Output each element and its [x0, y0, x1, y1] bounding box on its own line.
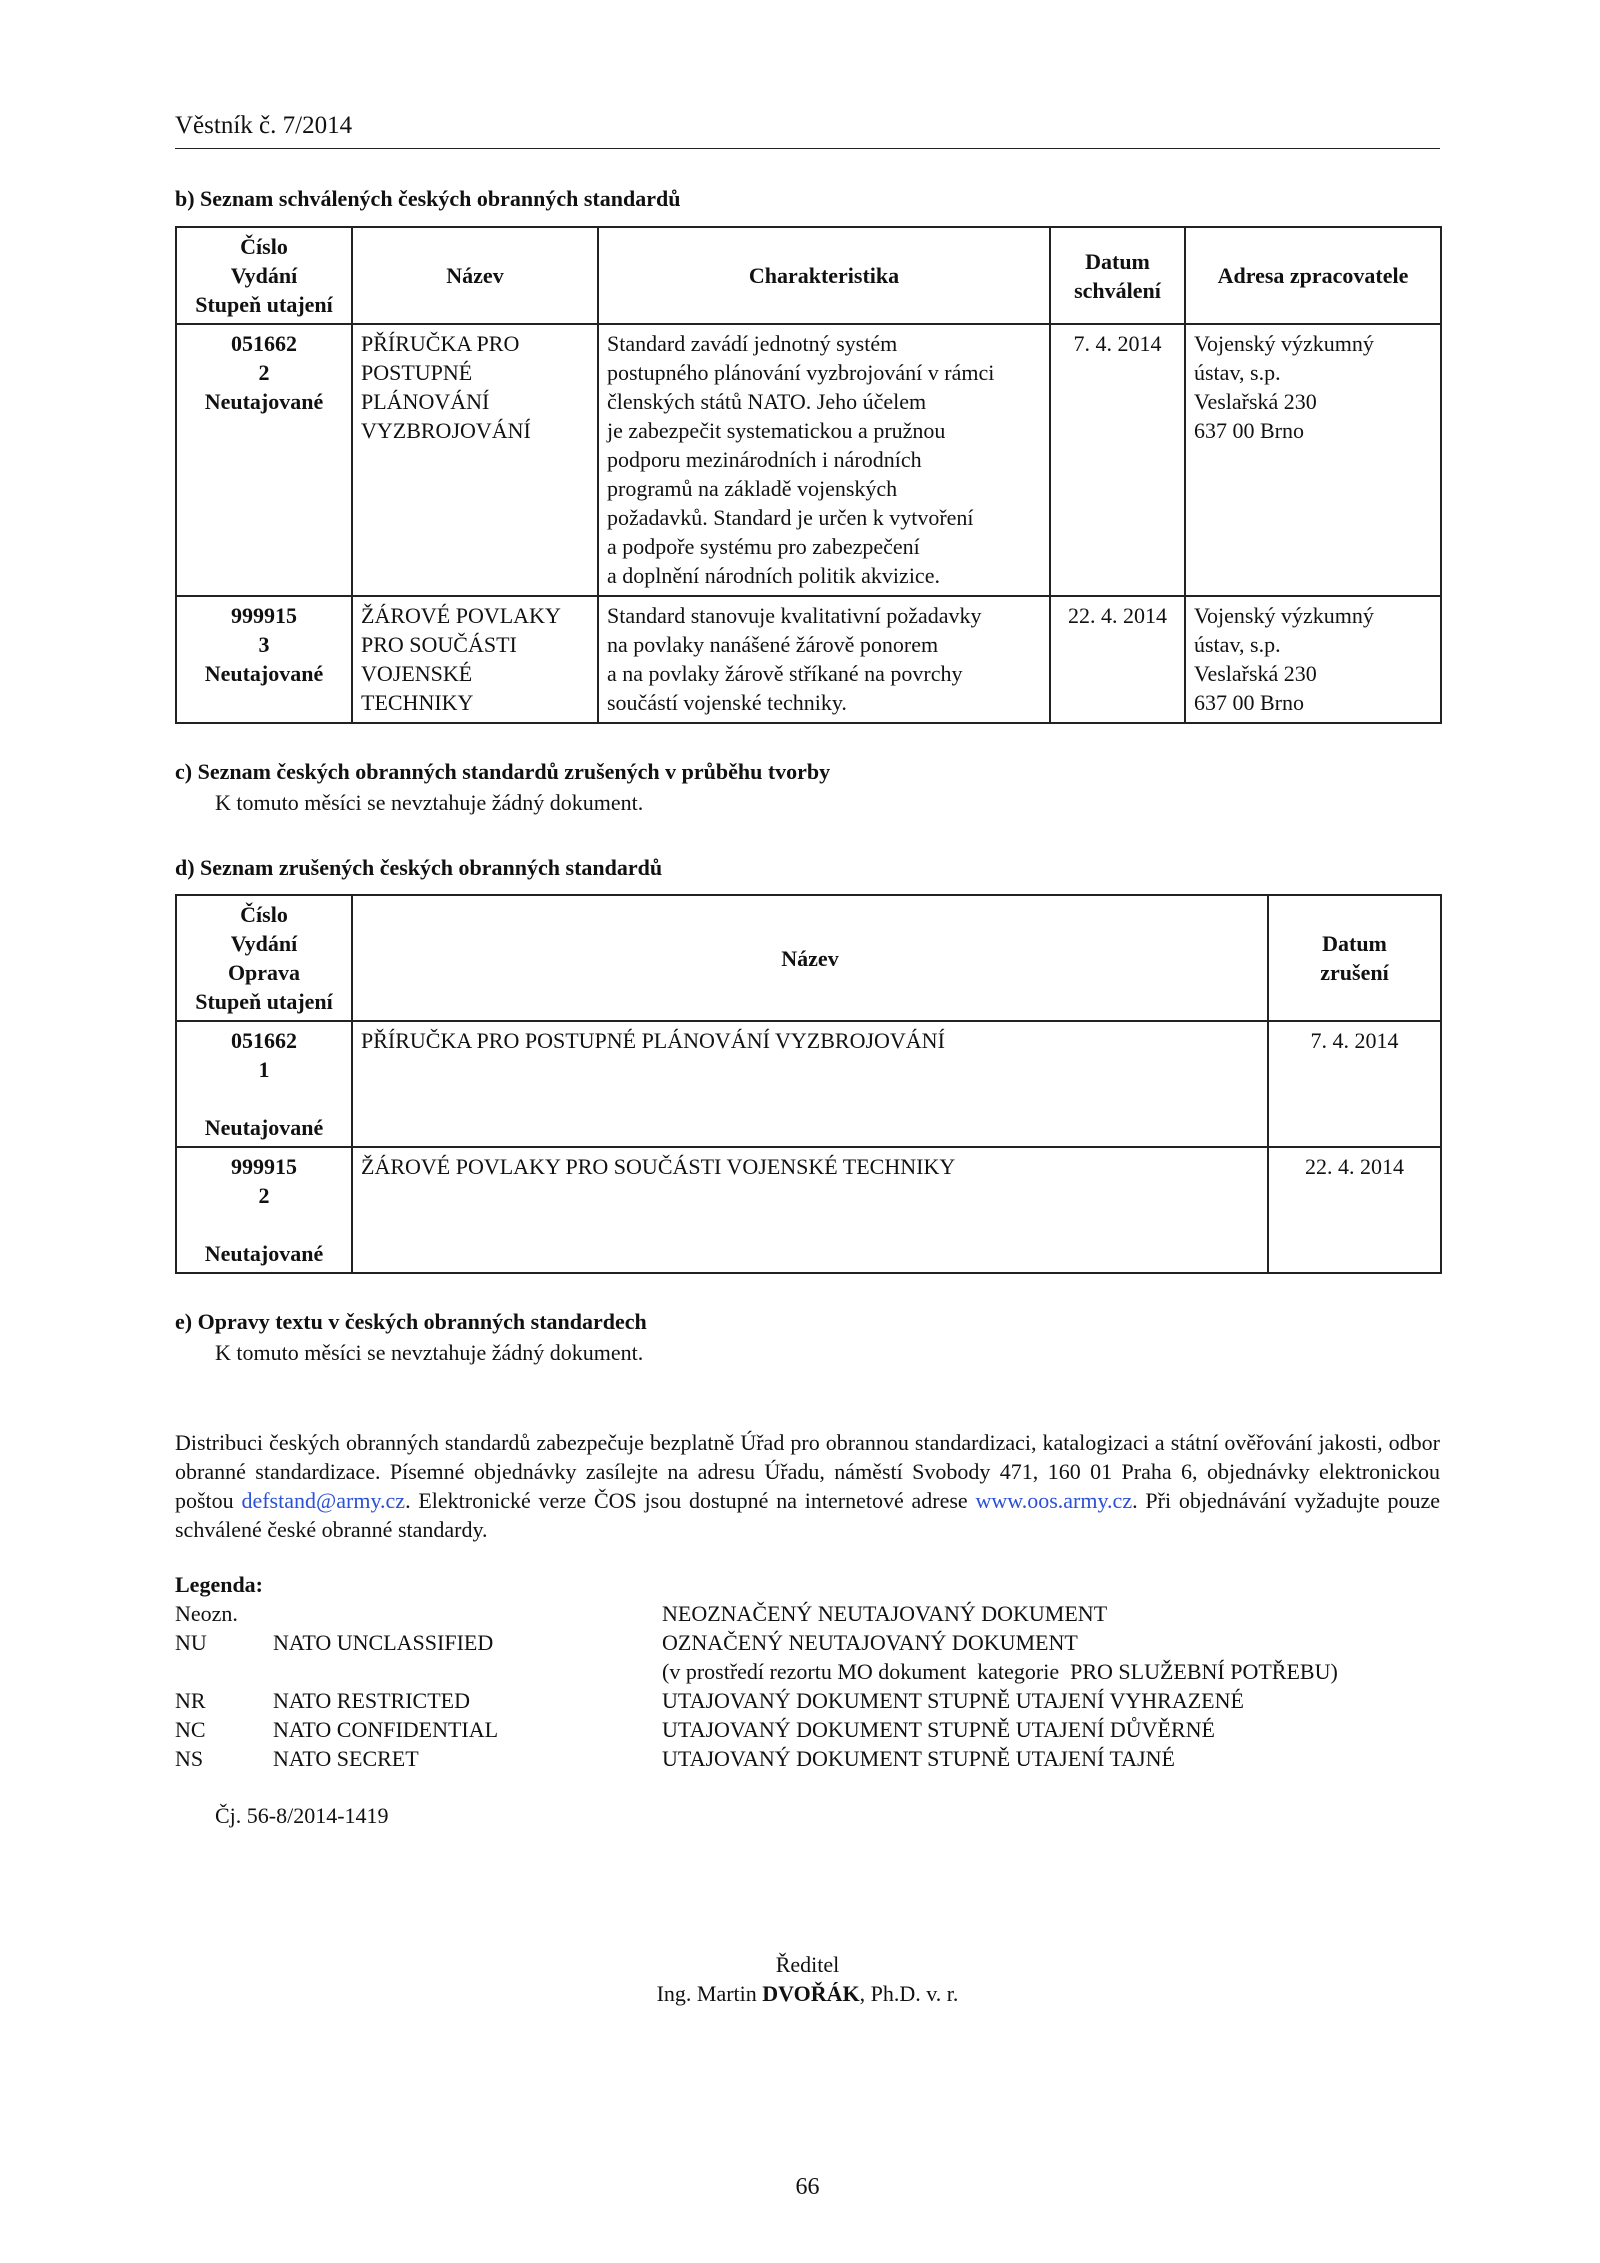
col-header-number: Číslo Vydání Oprava Stupeň utajení: [176, 895, 352, 1021]
col-header-name: Název: [352, 895, 1268, 1021]
cell-date: 7. 4. 2014: [1268, 1021, 1441, 1147]
section-c-note: K tomuto měsíci se nevztahuje žádný dokument.: [215, 790, 644, 815]
email-link[interactable]: defstand@army.cz: [241, 1488, 406, 1513]
approved-standards-table: [175, 226, 1442, 724]
legend: [175, 1570, 1440, 1773]
col-header-characteristic: Charakteristika: [598, 227, 1050, 324]
col-header-name: Název: [352, 227, 598, 324]
cell-address: Vojenský výzkumný ústav, s.p. Veslařská 230 637 00 Brno: [1185, 324, 1441, 596]
page-header: Věstník č. 7/2014: [175, 112, 353, 139]
legend-row: NU NATO UNCLASSIFIED OZNAČENÝ NEUTAJOVANÝ DOKUMENT: [175, 1630, 1078, 1655]
cell-date: 22. 4. 2014: [1050, 596, 1185, 723]
cell-number: 051662 1 Neutajované: [176, 1021, 352, 1147]
legend-row: NC NATO CONFIDENTIAL UTAJOVANÝ DOKUMENT STUPNĚ UTAJENÍ DŮVĚRNÉ: [175, 1717, 1215, 1742]
cell-name: PŘÍRUČKA PRO POSTUPNÉ PLÁNOVÁNÍ VYZBROJOVÁNÍ: [352, 324, 598, 596]
table-row: [176, 1021, 1441, 1147]
signature-name: Ing. Martin DVOŘÁK, Ph.D. v. r.: [656, 1981, 959, 2006]
col-header-address: Adresa zpracovatele: [1185, 227, 1441, 324]
table-row: [176, 1147, 1441, 1273]
section-e-heading: e) Opravy textu v českých obranných standardech: [175, 1309, 647, 1334]
cell-characteristic: Standard stanovuje kvalitativní požadavky na povlaky nanášené žárově ponorem a na povlaky žárově stříkané na povrchy součástí vojenské techniky.: [598, 596, 1050, 723]
cell-name: ŽÁROVÉ POVLAKY PRO SOUČÁSTI VOJENSKÉ TECHNIKY: [352, 1147, 1268, 1273]
page-number: 66: [795, 2174, 820, 2200]
legend-title: Legenda:: [175, 1572, 263, 1597]
cell-date: 7. 4. 2014: [1050, 324, 1185, 596]
legend-row: NR NATO RESTRICTED UTAJOVANÝ DOKUMENT STUPNĚ UTAJENÍ VYHRAZENÉ: [175, 1688, 1244, 1713]
reference-number: Čj. 56-8/2014-1419: [215, 1803, 389, 1828]
table-row: [176, 596, 1441, 723]
cancelled-standards-table: [175, 894, 1442, 1274]
cell-name: ŽÁROVÉ POVLAKY PRO SOUČÁSTI VOJENSKÉ TECHNIKY: [352, 596, 598, 723]
cell-number: 999915 2 Neutajované: [176, 1147, 352, 1273]
header-rule: [175, 148, 1440, 149]
col-header-date: Datum schválení: [1050, 227, 1185, 324]
cell-number: 051662 2 Neutajované: [176, 324, 352, 596]
legend-row: Neozn. NEOZNAČENÝ NEUTAJOVANÝ DOKUMENT: [175, 1601, 1108, 1626]
cell-address: Vojenský výzkumný ústav, s.p. Veslařská 230 637 00 Brno: [1185, 596, 1441, 723]
legend-row: NS NATO SECRET UTAJOVANÝ DOKUMENT STUPNĚ UTAJENÍ TAJNÉ: [175, 1746, 1175, 1771]
cell-number: 999915 3 Neutajované: [176, 596, 352, 723]
table-header-row: [176, 895, 1441, 1021]
table-row: [176, 324, 1441, 596]
legend-row: (v prostředí rezortu MO dokument kategorie PRO SLUŽEBNÍ POTŘEBU): [662, 1659, 1338, 1684]
col-header-date: Datum zrušení: [1268, 895, 1441, 1021]
section-d-heading: d) Seznam zrušených českých obranných standardů: [175, 855, 663, 880]
cell-date: 22. 4. 2014: [1268, 1147, 1441, 1273]
signature-role: Ředitel: [775, 1952, 840, 1977]
cell-name: PŘÍRUČKA PRO POSTUPNÉ PLÁNOVÁNÍ VYZBROJOVÁNÍ: [352, 1021, 1268, 1147]
section-b-heading: b) Seznam schválených českých obranných standardů: [175, 186, 681, 211]
col-header-number: Číslo Vydání Stupeň utajení: [176, 227, 352, 324]
section-e-note: K tomuto měsíci se nevztahuje žádný dokument.: [215, 1340, 644, 1365]
table-header-row: [176, 227, 1441, 324]
cell-characteristic: Standard zavádí jednotný systém postupného plánování vyzbrojování v rámci členských států NATO. Jeho účelem je zabezpečit systematickou a pružnou podporu mezinárodních i národních programů na základě vojenských požadavků. Standard je určen k vytvoření a podpoře systému pro zabezpečení a doplnění národních politik akvizice.: [598, 324, 1050, 596]
website-link[interactable]: www.oos.army.cz: [975, 1488, 1133, 1513]
distribution-paragraph: Distribuci českých obranných standardů zabezpečuje bezplatně Úřad pro obrannou standardizaci, katalogizaci a státní ověřování jakosti, odbor obranné standardizace. Písemné objednávky zasílejte na adresu Úřadu, náměstí Svobody 471, 160 01 Praha 6, objednávky elektronickou poštou defstand@army.cz. Elektronické verze ČOS jsou dostupné na internetové adrese www.oos.army.cz. Při objednávání vyžadujte pouze schválené české obranné standardy.: [175, 1430, 1440, 1542]
section-c-heading: c) Seznam českých obranných standardů zrušených v průběhu tvorby: [175, 759, 831, 784]
